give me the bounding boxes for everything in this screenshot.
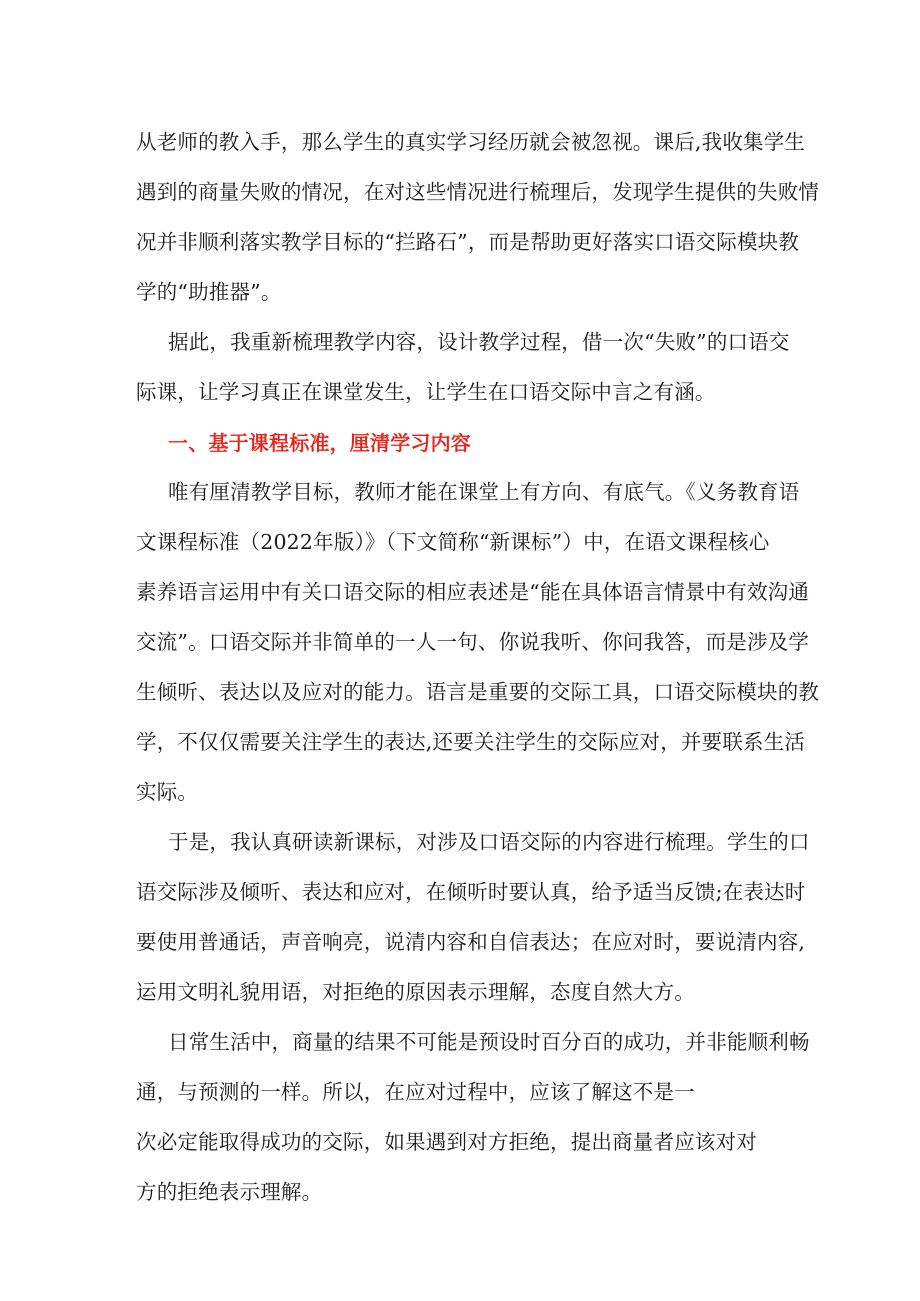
- paragraph-4-line-3: 要使用普通话，声音响亮，说清内容和自信表达；在应对时，要说清内容,: [136, 930, 806, 954]
- section-heading: 一、基于课程标准，厘清学习内容: [168, 431, 471, 455]
- paragraph-3-line-2: 文课程标准（2022年版）》（下文简称“新课标”）中，在语文课程核心: [136, 530, 770, 554]
- paragraph-3-line-5: 生倾听、表达以及应对的能力。语言是重要的交际工具，口语交际模块的教: [136, 680, 820, 704]
- paragraph-1-line-4: 学的“助推器”。: [136, 280, 282, 304]
- paragraph-5-line-4: 方的拒绝表示理解。: [136, 1180, 323, 1204]
- paragraph-1-line-1: 从老师的教入手，那么学生的真实学习经历就会被忽视。课后,我收集学生: [136, 130, 806, 154]
- paragraph-3-line-1: 唯有厘清教学目标，教师才能在课堂上有方向、有底气。《义务教育语: [168, 480, 800, 504]
- paragraph-1-line-2: 遇到的商量失败的情况，在对这些情况进行梳理后，发现学生提供的失败情: [136, 180, 820, 204]
- paragraph-5-line-2: 通，与预测的一样。所以，在应对过程中，应该了解这不是一: [136, 1080, 695, 1104]
- paragraph-4-line-4: 运用文明礼貌用语，对拒绝的原因表示理解，态度自然大方。: [136, 980, 695, 1004]
- paragraph-4-line-2: 语交际涉及倾听、表达和应对，在倾听时要认真，给予适当反馈;在表达时: [136, 880, 806, 904]
- paragraph-3-line-7: 实际。: [136, 780, 199, 804]
- paragraph-3-line-6: 学，不仅仅需要关注学生的表达,还要关注学生的交际应对，并要联系生活: [136, 730, 806, 754]
- paragraph-5-line-1: 日常生活中，商量的结果不可能是预设时百分百的成功，并非能顺利畅: [168, 1030, 810, 1054]
- paragraph-4-line-1: 于是，我认真研读新课标，对涉及口语交际的内容进行梳理。学生的口: [168, 830, 810, 854]
- paragraph-3-line-3: 素养语言运用中有关口语交际的相应表述是“能在具体语言情景中有效沟通: [136, 580, 810, 604]
- paragraph-3-line-4: 交流”。口语交际并非简单的一人一句、你说我听、你问我答，而是涉及学: [136, 630, 810, 654]
- paragraph-5-line-3: 次必定能取得成功的交际，如果遇到对方拒绝，提出商量者应该对对: [136, 1130, 757, 1154]
- paragraph-2-line-2: 际课，让学习真正在课堂发生，让学生在口语交际中言之有涵。: [136, 380, 716, 404]
- paragraph-1-line-3: 况并非顺利落实教学目标的“拦路石”，而是帮助更好落实口语交际模块教: [136, 230, 800, 254]
- paragraph-2-line-1: 据此，我重新梳理教学内容，设计教学过程，借一次“失败”的口语交: [168, 330, 790, 354]
